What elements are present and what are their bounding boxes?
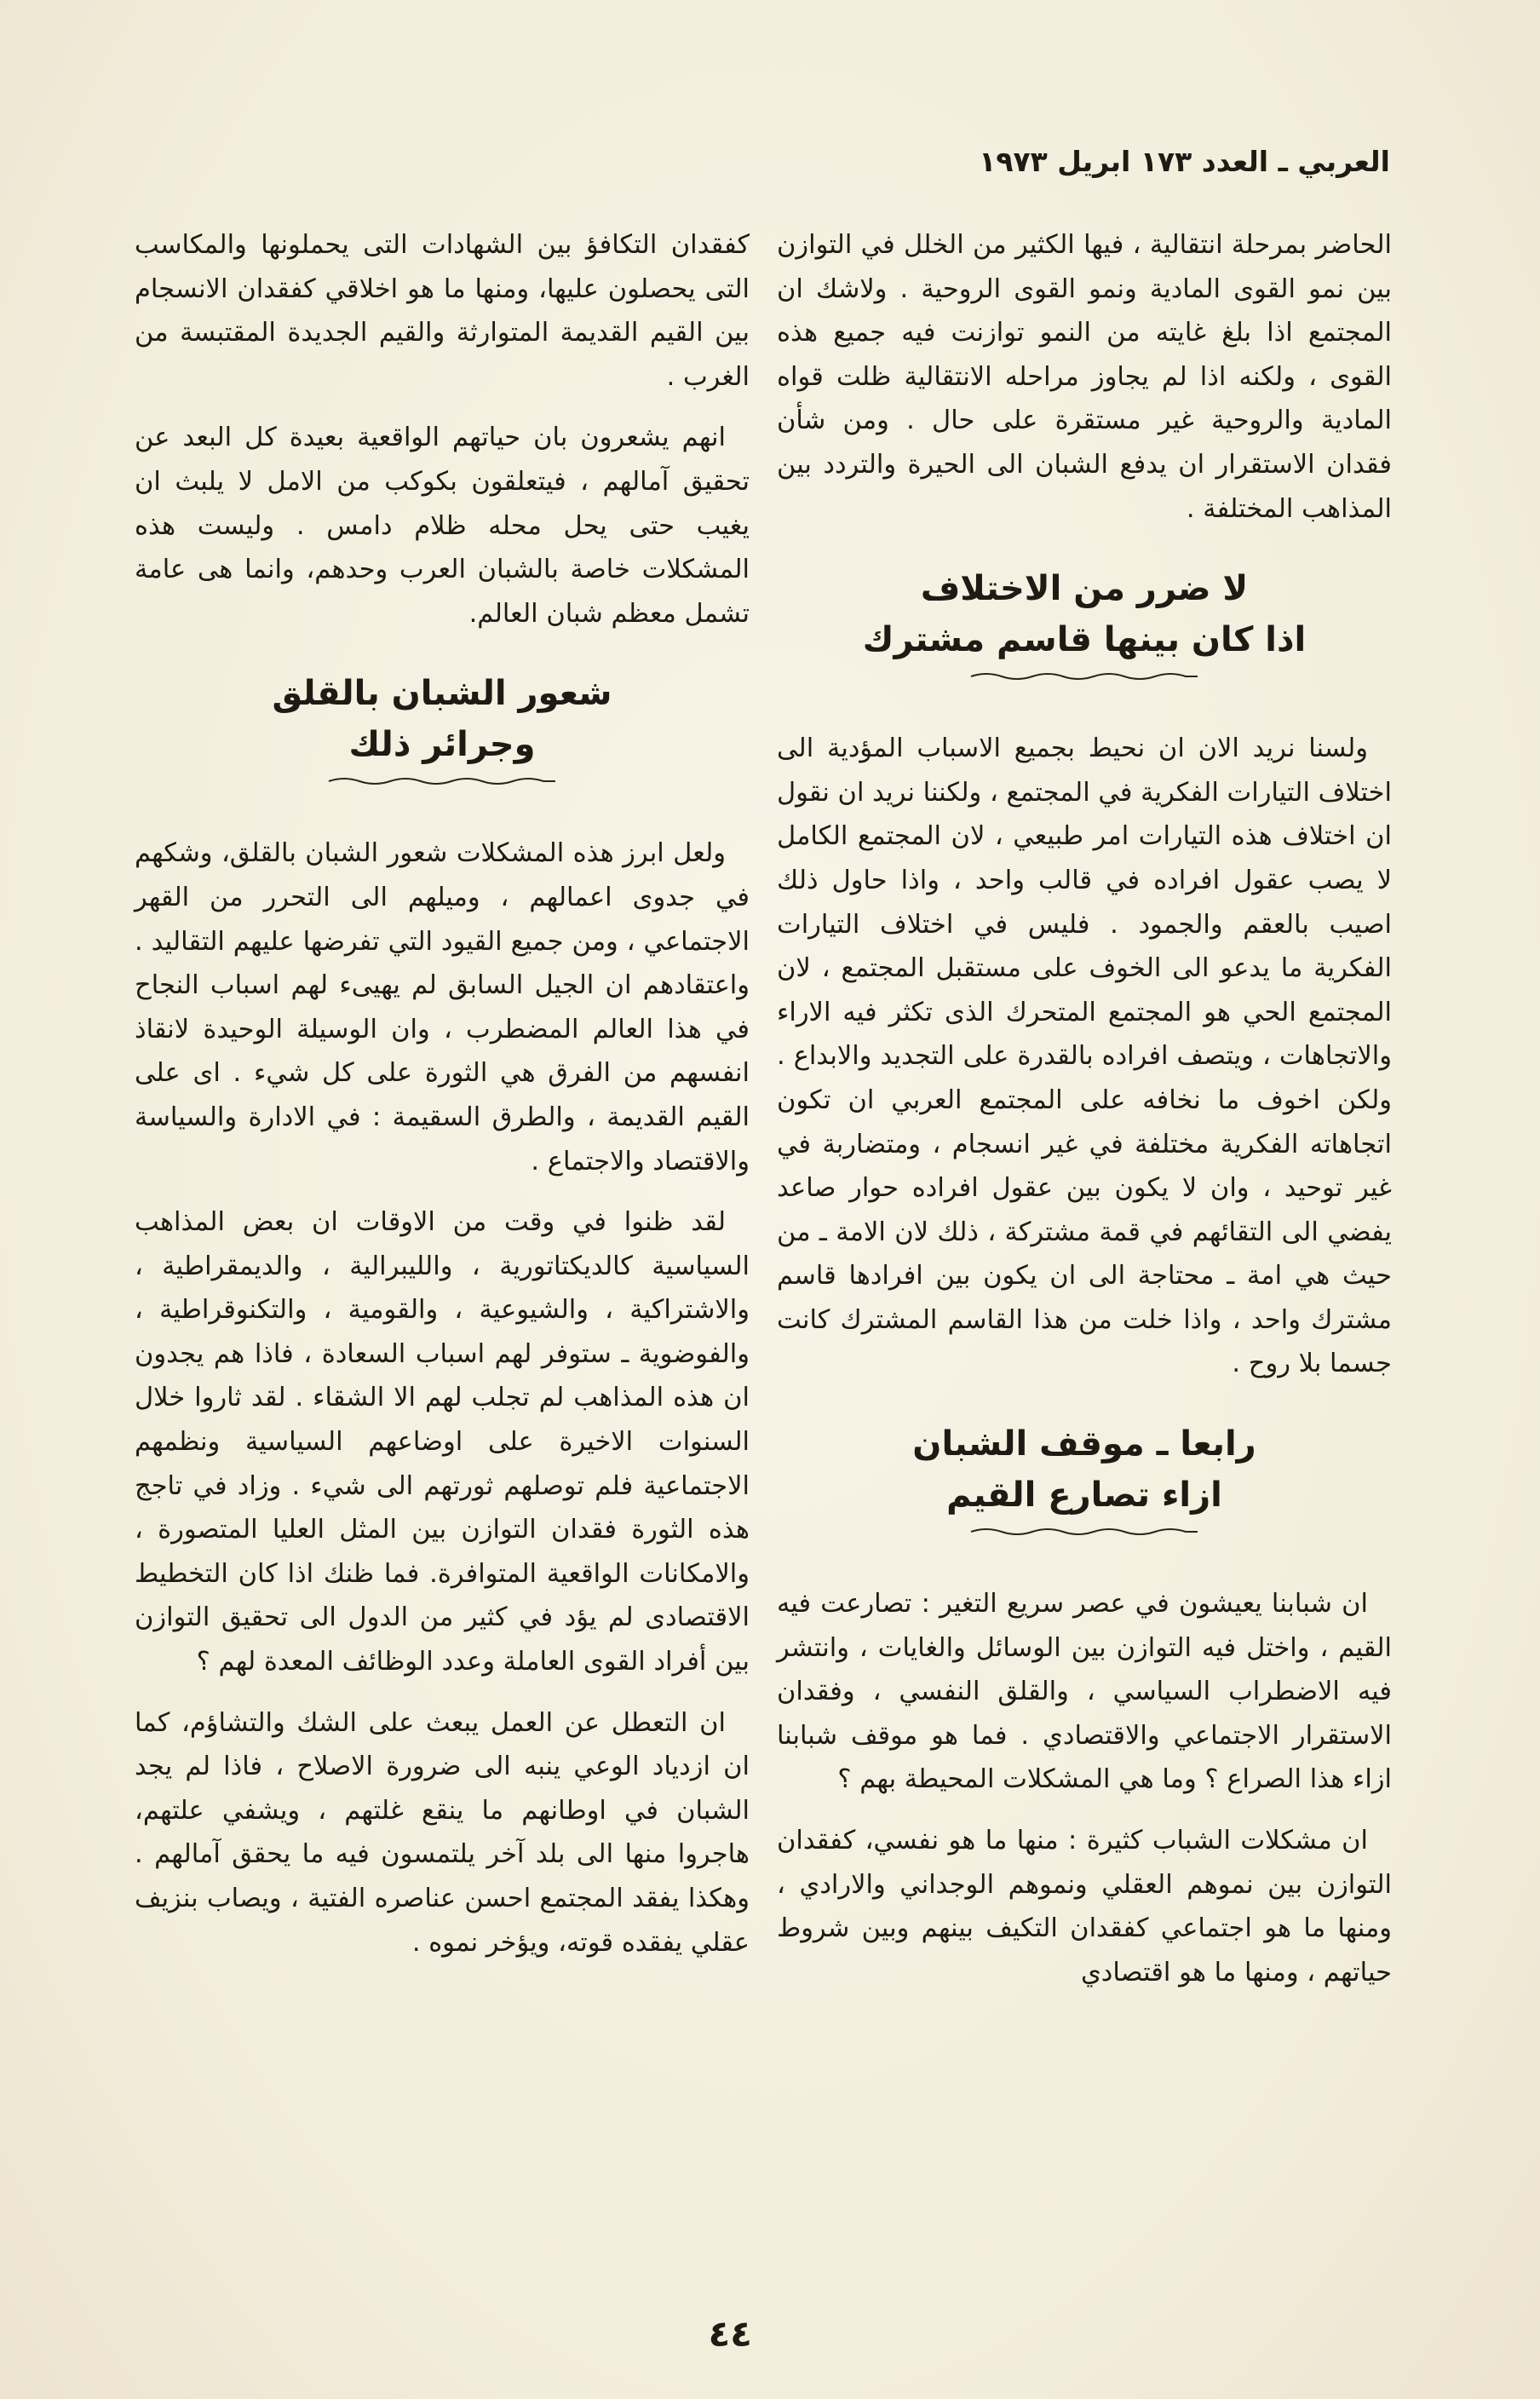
section-paragraph: ولعل ابرز هذه المشكلات شعور الشبان بالقلق، وشكهم في جدوى اعمالهم ، وميلهم الى التحرر من القهر الاجتماعي ، ومن جميع القيود التي تفرضها عليهم التقاليد . واعتقادهم ان الجيل السابق لم يهيىء لهم اسباب النجاح في هذا العالم المضطرب ، وان الوسيلة الوحيدة لانقاذ انفسهم من الفرق هي الثورة على كل شيء . اى على القيم القديمة ، والطرق السقيمة : في الادارة والسياسة والاقتصاد والاجتماع . [135, 838, 750, 1176]
section-paragraph: ان مشكلات الشباب كثيرة : منها ما هو نفسي، كفقدان التوازن بين نموهم العقلي ونموهم الوجداني والارادي ، ومنها ما هو اجتماعي كفقدان التكيف بينهم وبين شروط حياتهم ، ومنها ما هو اقتصادي [777, 1826, 1392, 1988]
section-paragraph: ان شبابنا يعيشون في عصر سريع التغير : تصارعت فيه القيم ، واختل فيه التوازن بين الوسائل والغايات ، وانتشر فيه الاضطراب السياسي ، والقلق النفسي ، وفقدان الاستقرار الاجتماعي والاقتصادي . فما هو موقف شبابنا ازاء هذا الصراع ؟ وما هي المشكلات المحيطة بهم ؟ [777, 1589, 1392, 1795]
left-column [135, 223, 750, 1965]
heading-line: شعور الشبان بالقلق [272, 674, 612, 714]
heading-ornament [969, 1526, 1199, 1538]
section-paragraph: ان التعطل عن العمل يبعث على الشك والتشاؤم، كما ان ازدياد الوعي ينبه الى ضرورة الاصلاح ، فاذا لم يجد الشبان في اوطانهم ما ينقع غلتهم ، ويشفي علتهم، هاجروا منها الى بلد آخر يلتمسون فيه ما يحقق آمالهم . وهكذا يفقد المجتمع احسن عناصره الفتية ، ويصاب بنزيف عقلي يفقده قوته، ويؤخر نموه . [135, 1707, 750, 1958]
heading-ornament [969, 670, 1199, 682]
section-paragraph: انهم يشعرون بان حياتهم الواقعية بعيدة كل البعد عن تحقيق آمالهم ، فيتعلقون بكوكب من الامل لا يلبث ان يغيب حتى يحل محله ظلام دامس . وليست هذه المشكلات خاصة بالشبان العرب وحدهم، وانما هى عامة تشمل معظم شبان العالم. [135, 423, 750, 629]
section-paragraph: لقد ظنوا في وقت من الاوقات ان بعض المذاهب السياسية كالديكتاتورية ، والليبرالية ، والديمقراطية ، والاشتراكية ، والشيوعية ، والقومية ، والتكنوقراطية ، والفوضوية ـ ستوفر لهم اسباب السعادة ، فاذا هم يجدون ان هذه المذاهب لم تجلب لهم الا الشقاء . لقد ثاروا خلال السنوات الاخيرة على اوضاعهم السياسية ونظمهم الاجتماعية فلم توصلهم ثورتهم الى شيء . وزاد في تاجج هذه الثورة فقدان التوازن بين المثل العليا المتصورة ، والامكانات الواقعية المتوافرة. فما ظنك اذا كان التخطيط الاقتصادى لم يؤد في كثير من الدول الى تحقيق التوازن بين أفراد القوى العاملة وعدد الوظائف المعدة لهم ؟ [135, 1207, 750, 1677]
heading-line: رابعا ـ موقف الشبان [912, 1424, 1256, 1464]
section-heading-anxiety [135, 668, 750, 787]
section-heading-youth-stance [777, 1418, 1392, 1538]
heading-line: ازاء تصارع القيم [946, 1476, 1222, 1516]
heading-line: اذا كان بينها قاسم مشترك [862, 620, 1307, 660]
right-column [777, 223, 1392, 1994]
page-number: ٤٤ [708, 2313, 752, 2355]
heading-line: وجرائر ذلك [348, 725, 536, 765]
section-heading-disagreement [777, 563, 1392, 682]
intro-paragraph: الحاضر بمرحلة انتقالية ، فيها الكثير من الخلل في التوازن بين نمو القوى المادية ونمو القوى الروحية . ولاشك ان المجتمع اذا بلغ غايته من النمو توازنت فيه جميع هذه القوى ، ولكنه اذا لم يجاوز مراحله الانتقالية ظلت قواه المادية والروحية غير مستقرة على حال . ومن شأن فقدان الاستقرار ان يدفع الشبان الى الحيرة والتردد بين المذاهب المختلفة . [777, 230, 1392, 524]
section-paragraph: ولسنا نريد الان ان نحيط بجميع الاسباب المؤدية الى اختلاف التيارات الفكرية في المجتمع ، ولكننا نريد ان نقول ان اختلاف هذه التيارات امر طبيعي ، لان المجتمع الكامل لا يصب عقول افراده في قالب واحد ، واذا حاول ذلك اصيب بالعقم والجمود . فليس في اختلاف التيارات الفكرية ما يدعو الى الخوف على مستقبل المجتمع ، لان المجتمع الحي هو المجتمع المتحرك الذى تكثر فيه الاراء والاتجاهات ، ويتصف افراده بالقدرة على التجديد والابداع . ولكن اخوف ما نخافه على المجتمع العربي ان تكون اتجاهاته الفكرية مختلفة في غير انسجام ، ومتضاربة في غير توحيد ، وان لا يكون بين عقول افراده حوار صاعد يفضي الى التقائهم في قمة مشتركة ، ذلك لان الامة ـ من حيث هي امة ـ محتاجة الى ان يكون بين افرادها قاسم مشترك واحد ، واذا خلت من هذا القاسم المشترك كانت جسما بلا روح . [777, 734, 1392, 1379]
continuation-paragraph: كفقدان التكافؤ بين الشهادات التى يحملونها والمكاسب التى يحصلون عليها، ومنها ما هو اخلاقي كفقدان الانسجام بين القيم القديمة المتوارثة والقيم الجديدة المقتبسة من الغرب . [135, 230, 750, 392]
running-header: العربي ـ العدد ١٧٣ ابريل ١٩٧٣ [979, 145, 1390, 178]
heading-line: لا ضرر من الاختلاف [920, 569, 1249, 609]
heading-ornament [327, 775, 557, 787]
